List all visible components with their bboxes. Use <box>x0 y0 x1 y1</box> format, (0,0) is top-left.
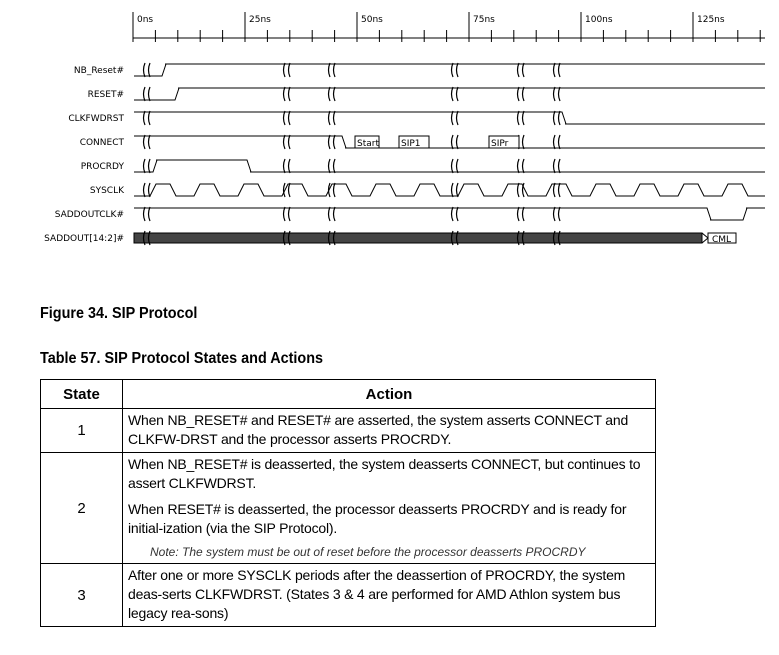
signal-label: PROCRDY <box>80 162 124 172</box>
time-label: 125ns <box>697 15 725 25</box>
bus-transition <box>702 233 708 243</box>
break-mark <box>554 87 561 101</box>
action-cell <box>123 564 656 627</box>
action-text: When NB_RESET# and RESET# are asserted, the system asserts CONNECT and CLKFW-DRST and the processor asserts PROCRDY. <box>128 412 629 447</box>
break-mark <box>554 159 561 173</box>
action-note: Note: The system must be out of reset before the processor deasserts PROCRDY <box>150 545 586 559</box>
state-column-header: State <box>41 380 123 409</box>
break-mark <box>284 63 291 77</box>
break-mark <box>452 159 459 173</box>
table-row <box>41 564 656 627</box>
state-cell: 3 <box>41 564 123 627</box>
signal-label: SADDOUTCLK# <box>54 210 124 220</box>
state-cell: 2 <box>41 453 123 564</box>
break-mark <box>554 207 561 221</box>
break-mark <box>452 87 459 101</box>
break-mark <box>329 87 336 101</box>
break-mark <box>518 159 525 173</box>
table-row <box>41 409 656 453</box>
sip-states-table <box>40 379 656 627</box>
waveform-connect <box>134 136 765 148</box>
break-mark <box>144 63 151 77</box>
waveform-sysclk <box>134 184 765 196</box>
break-mark <box>554 111 561 125</box>
break-mark <box>329 159 336 173</box>
signal-label: CONNECT <box>79 138 124 148</box>
signal-label: RESET# <box>87 90 124 100</box>
signal-label: CLKFWDRST <box>68 114 124 124</box>
break-mark <box>144 183 151 197</box>
break-mark <box>329 207 336 221</box>
break-mark <box>554 183 561 197</box>
waveform-nb-reset <box>134 64 765 76</box>
break-mark <box>452 207 459 221</box>
break-mark <box>144 159 151 173</box>
time-ruler <box>133 12 765 42</box>
time-label: 25ns <box>249 15 271 25</box>
break-mark <box>329 135 336 149</box>
signal-label: SYSCLK <box>89 186 124 196</box>
action-text: After one or more SYSCLK periods after the deassertion of PROCRDY, the system deas-serts CLKFWDRST. (States 3 & 4 are performed for AMD Athlon system bus legacy rea-sons) <box>128 567 626 621</box>
bus-label: Start <box>357 139 379 149</box>
break-mark <box>452 183 459 197</box>
action-text: When NB_RESET# is deasserted, the system deasserts CONNECT, but continues to assert CLKFWDRST. <box>128 456 641 491</box>
signal-labels <box>44 66 125 244</box>
waveform-saddout-bus <box>134 233 702 243</box>
break-mark <box>144 87 151 101</box>
table-caption: Table 57. SIP Protocol States and Actions <box>40 350 324 367</box>
break-mark <box>144 207 151 221</box>
break-mark <box>518 87 525 101</box>
time-label: 50ns <box>361 15 383 25</box>
break-mark <box>284 159 291 173</box>
signal-label: NB_Reset# <box>73 66 124 76</box>
break-mark <box>284 87 291 101</box>
break-mark <box>144 111 151 125</box>
bus-label: SIPr <box>491 139 509 149</box>
waveform-procrdy <box>134 160 765 172</box>
time-label: 0ns <box>137 15 154 25</box>
time-label: 75ns <box>473 15 495 25</box>
waveform-saddoutclk <box>134 208 765 220</box>
table-row <box>41 453 656 564</box>
waveform-clkfwdrst <box>134 112 765 124</box>
break-mark <box>518 207 525 221</box>
time-label: 100ns <box>585 15 613 25</box>
figure-caption: Figure 34. SIP Protocol <box>40 305 198 322</box>
bus-label: CML <box>712 235 732 245</box>
action-cell <box>123 409 656 453</box>
waveforms <box>134 63 765 245</box>
break-mark <box>518 63 525 77</box>
break-mark <box>284 111 291 125</box>
action-cell <box>123 453 656 564</box>
break-mark <box>452 111 459 125</box>
table-header-row <box>41 380 656 409</box>
action-text: When RESET# is deasserted, the processor deasserts PROCRDY and is ready for initial-ization (via the SIP Protocol). <box>128 501 627 536</box>
signal-label: SADDOUT[14:2]# <box>44 234 124 244</box>
break-mark <box>329 111 336 125</box>
waveform-reset <box>134 88 765 100</box>
state-cell: 1 <box>41 409 123 453</box>
bus-label: SIP1 <box>401 139 421 149</box>
break-mark <box>144 135 151 149</box>
break-mark <box>284 207 291 221</box>
break-mark <box>452 63 459 77</box>
action-column-header: Action <box>123 380 656 409</box>
break-mark <box>554 135 561 149</box>
break-mark <box>284 135 291 149</box>
break-mark <box>452 135 459 149</box>
break-mark <box>329 63 336 77</box>
break-mark <box>518 111 525 125</box>
sip-timing-diagram <box>0 0 779 270</box>
break-mark <box>554 63 561 77</box>
break-mark <box>518 183 525 197</box>
